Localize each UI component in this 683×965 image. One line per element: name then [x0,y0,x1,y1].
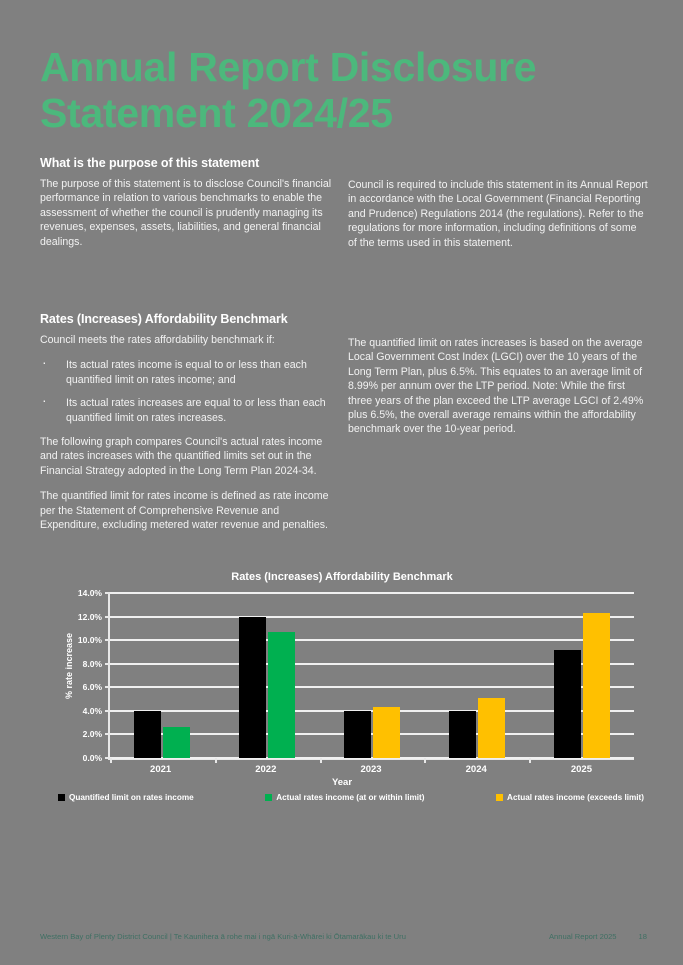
chart-x-axis-label: Year [331,777,353,788]
chart-bar [478,698,505,758]
rates-right-paragraph: The quantified limit on rates increases is based on the average Local Government Cost Index (LGCI) over the 10 years of the Long Term Plan, plus 6.5%. This equates to an average limit of 8.99% per annum over the LTP period. Note: While the first three years of the plan exceed the LTP average LGCI of 2.49% plus 6.5%, the overall average remains within the affordability benchmark over the 10-year period. [348,337,644,436]
chart-bar [268,632,295,758]
chart-bar-group [424,593,529,758]
y-tick-label: 10.0% [77,635,102,646]
purpose-right-paragraph: Council is required to include this statement in its Annual Report in accordance with the Local Government (Financial Reporting and Prudence) Regulations 2014 (the regulations). Refer to the regulations for more information, including definitions of some of the terms used in this statement. [348,179,648,249]
x-tick-mark [529,758,531,763]
chart-bar [449,711,476,758]
x-tick-mark [110,758,112,763]
x-tick-mark [320,758,322,763]
legend-label: Actual rates income (exceeds limit) [507,793,644,802]
y-tick-label: 4.0% [82,705,102,716]
purpose-section-left [40,156,336,260]
legend-swatch [58,794,65,801]
chart-bar-group [215,593,320,758]
rates-affordability-chart [40,565,644,810]
legend-label: Quantified limit on rates income [69,793,194,802]
chart-bar-group [110,593,215,758]
rates-paragraph-3: The quantified limit for rates income is defined as rate income per the Statement of Comprehensive Revenue and Expenditure, excluding metered water revenue and penalties. [40,490,329,532]
legend-item [496,793,644,802]
legend-item [58,793,194,802]
chart-bar [239,617,266,758]
chart-bar [583,613,610,758]
chart-bar [554,650,581,758]
rates-bullet-list [40,358,336,425]
page-number: 18 [638,932,647,941]
chart-plot-area [77,588,634,763]
chart-bar-group [529,593,634,758]
chart-bar-group [320,593,425,758]
list-item: · Its actual rates increases are equal to or less than each quantified limit on rates increases. [40,396,336,425]
chart-legend [58,793,644,802]
legend-item [265,793,424,802]
legend-swatch [265,794,272,801]
footer-organisation: Western Bay of Plenty District Council | Te Kaunihera ā rohe mai i ngā Kuri-ā-Whārei ki Ōtamarākau ki te Uru [40,932,406,941]
y-tick-label: 2.0% [82,729,102,740]
chart-x-tick-labels [108,764,634,775]
x-tick-mark [215,758,217,763]
footer-report-name: Annual Report 2025 [548,932,617,941]
x-tick-label: 2024 [465,764,487,775]
legend-label: Actual rates income (at or within limit) [276,793,425,802]
y-tick-label: 12.0% [77,611,102,622]
chart-bar [163,727,190,758]
list-item: · Its actual rates income is equal to or less than each quantified limit on rates income; and [40,358,336,387]
y-tick-label: 6.0% [82,682,102,693]
page-footer [40,932,647,941]
rates-paragraph-2: The following graph compares Council's actual rates income and rates increases with the quantified limits set out in the Financial Strategy adopted in the Long Term Plan 2024-34. [40,436,323,477]
rates-intro: Council meets the rates affordability benchmark if: [40,334,275,346]
chart-bar [373,707,400,758]
purpose-left-paragraph: The purpose of this statement is to disclose Council's financial performance in relation to various benchmarks to enable the assessment of whether the council is prudently managing its revenues, expenses, assets, liabilities, and general financial dealings. [40,178,332,248]
purpose-section-right [348,178,648,261]
x-tick-mark [424,758,426,763]
purpose-heading: What is the purpose of this statement [40,156,260,170]
rates-section-left [40,312,336,543]
x-tick-label: 2022 [255,764,277,775]
x-tick-label: 2023 [360,764,382,775]
rates-section-right [348,336,648,448]
chart-y-axis-label: % rate increase [64,632,75,700]
y-tick-label: 8.0% [82,658,102,669]
chart-title: Rates (Increases) Affordability Benchmark [231,571,453,583]
footer-right [549,932,647,941]
x-tick-label: 2025 [570,764,592,775]
rates-heading: Rates (Increases) Affordability Benchmark [40,312,288,326]
legend-swatch [496,794,503,801]
page-title: Annual Report Disclosure Statement 2024/25 [40,44,537,136]
y-tick-label: 0.0% [82,753,102,763]
chart-bar [134,711,161,758]
x-tick-label: 2021 [150,764,172,775]
y-tick-label: 14.0% [77,588,102,598]
chart-bar-groups [110,593,634,758]
chart-bar [344,711,371,758]
